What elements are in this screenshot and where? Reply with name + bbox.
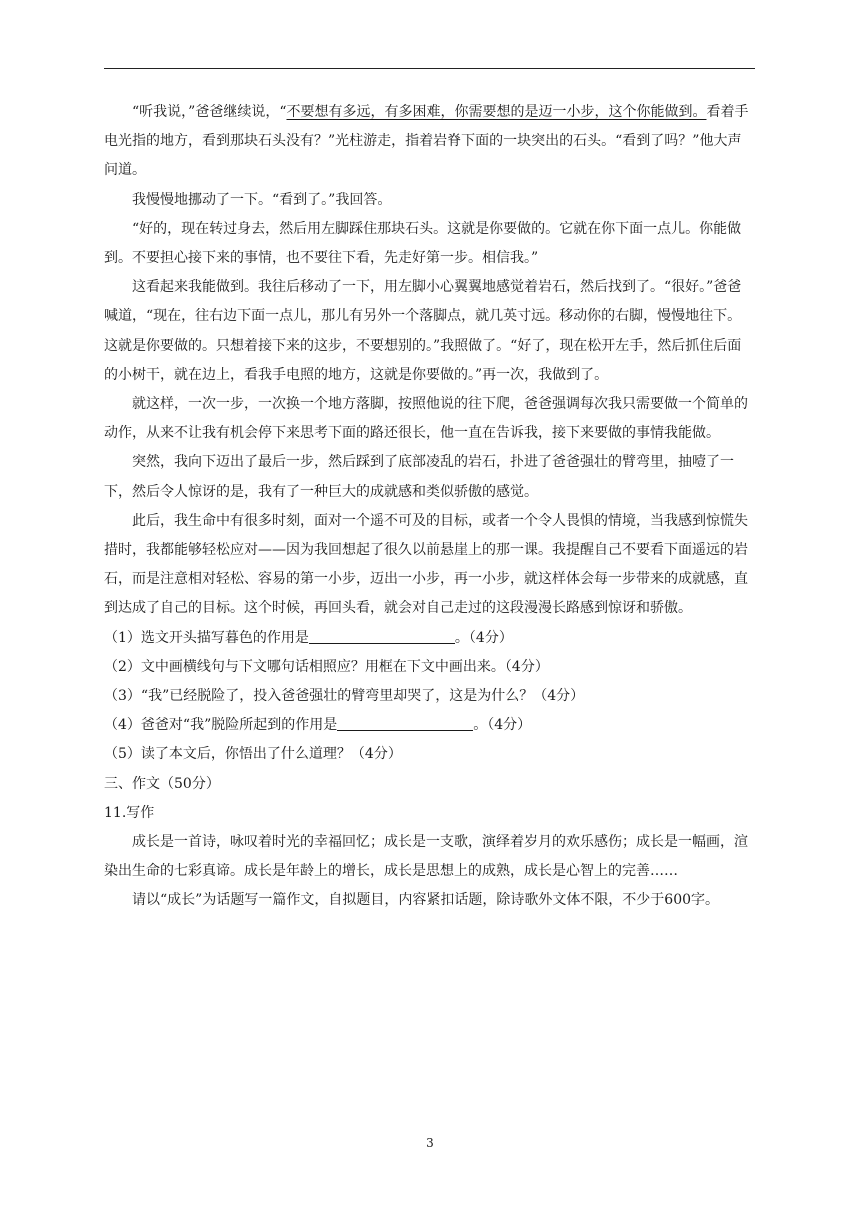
question-1 bbox=[104, 624, 755, 653]
document-body bbox=[104, 98, 755, 916]
section-heading: 三、作文（50分） bbox=[104, 775, 220, 792]
question-2: （2）文中画横线句与下文哪句话相照应？用框在下文中画出来。（4分） bbox=[104, 658, 549, 675]
question-4-points: 。（4分） bbox=[473, 717, 532, 734]
paragraph-2: 我慢慢地挪动了一下。“看到了。”我回答。 bbox=[132, 191, 392, 208]
paragraph-5: 就这样，一次一步，一次换一个地方落脚，按照他说的往下爬，爸爸强调每次我只需要做一个简单的动作，从来不让我有机会停下来思考下面的路还很长，他一直在告诉我，接下来要做的事情我能做。 bbox=[104, 396, 748, 442]
task-title: 11.写作 bbox=[104, 804, 155, 821]
essay-intro: 成长是一首诗，咏叹着时光的幸福回忆；成长是一支歌，演绎着岁月的欢乐感伤；成长是一幅画，渲染出生命的七彩真谛。成长是年龄上的增长，成长是思想上的成熟，成长是心智上的完善…… bbox=[104, 834, 748, 880]
paragraph-1-start: “听我说，”爸爸继续说，“ bbox=[132, 104, 287, 120]
question-1-text: （1）选文开头描写暮色的作用是 bbox=[104, 629, 309, 646]
question-1-points: 。（4分） bbox=[454, 629, 513, 646]
answer-blank-1[interactable] bbox=[309, 629, 455, 644]
paragraph-3: “好的，现在转过身去，然后用左脚踩住那块石头。这就是你要做的。它就在你下面一点儿。你能做到。不要担心接下来的事情，也不要往下看，先走好第一步。相信我。” bbox=[104, 220, 742, 267]
essay-prompt: 请以“成长”为话题写一篇作文，自拟题目，内容紧扣话题，除诗歌外文体不限，不少于600字。 bbox=[132, 892, 720, 909]
paragraph-4: 这看起来我能做到。我往后移动了一下，用左脚小心翼翼地感觉着岩石，然后找到了。“很好。”爸爸喊道，“现在，往右边下面一点儿，那儿有另外一个落脚点，就几英寸远。移动你的右脚，慢慢地往下。这就是你要做的。只想着接下来的这步，不要想别的。”我照做了。“好了，现在松开左手，然后抓住后面的小树干，就在边上，看我手电照的地方，这就是你要做的。”再一次，我做到了。 bbox=[104, 279, 742, 383]
header-rule bbox=[104, 68, 755, 69]
question-4-text: （4）爸爸对“我”脱险所起到的作用是 bbox=[104, 717, 338, 734]
question-4 bbox=[104, 711, 755, 740]
underlined-sentence: 不要想有多远，有多困难，你需要想的是迈一小步，这个你能做到。 bbox=[286, 104, 707, 120]
question-5: （5）读了本文后，你悟出了什么道理？（4分） bbox=[104, 746, 402, 763]
paragraph-7: 此后，我生命中有很多时刻，面对一个遥不可及的目标，或者一个令人畏惧的情境，当我感到惊慌失措时，我都能够轻松应对——因为我回想起了很久以前悬崖上的那一课。我提醒自己不要看下面遥远的岩石，而是注意相对轻松、容易的第一小步，迈出一小步，再一小步，就这样体会每一步带来的成就感，直到达成了自己的目标。这个时候，再回头看，就会对自己走过的这段漫漫长路感到惊讶和骄傲。 bbox=[104, 512, 748, 617]
question-3: （3）“我”已经脱险了，投入爸爸强壮的臂弯里却哭了，这是为什么？（4分） bbox=[104, 688, 585, 705]
page-number: 3 bbox=[426, 1136, 434, 1150]
answer-blank-4[interactable] bbox=[337, 716, 473, 731]
paragraph-6: 突然，我向下迈出了最后一步，然后踩到了底部凌乱的岩石，扑进了爸爸强壮的臂弯里，抽噎了一下，然后令人惊讶的是，我有了一种巨大的成就感和类似骄傲的感觉。 bbox=[104, 454, 734, 500]
paragraph-1 bbox=[104, 98, 755, 186]
paragraph-1-rest: 看着手电光指的地方，看到那块石头没有？”光柱游走，指着岩脊下面的一块突出的石头。“看到了吗？”他大声问道。 bbox=[104, 104, 749, 179]
